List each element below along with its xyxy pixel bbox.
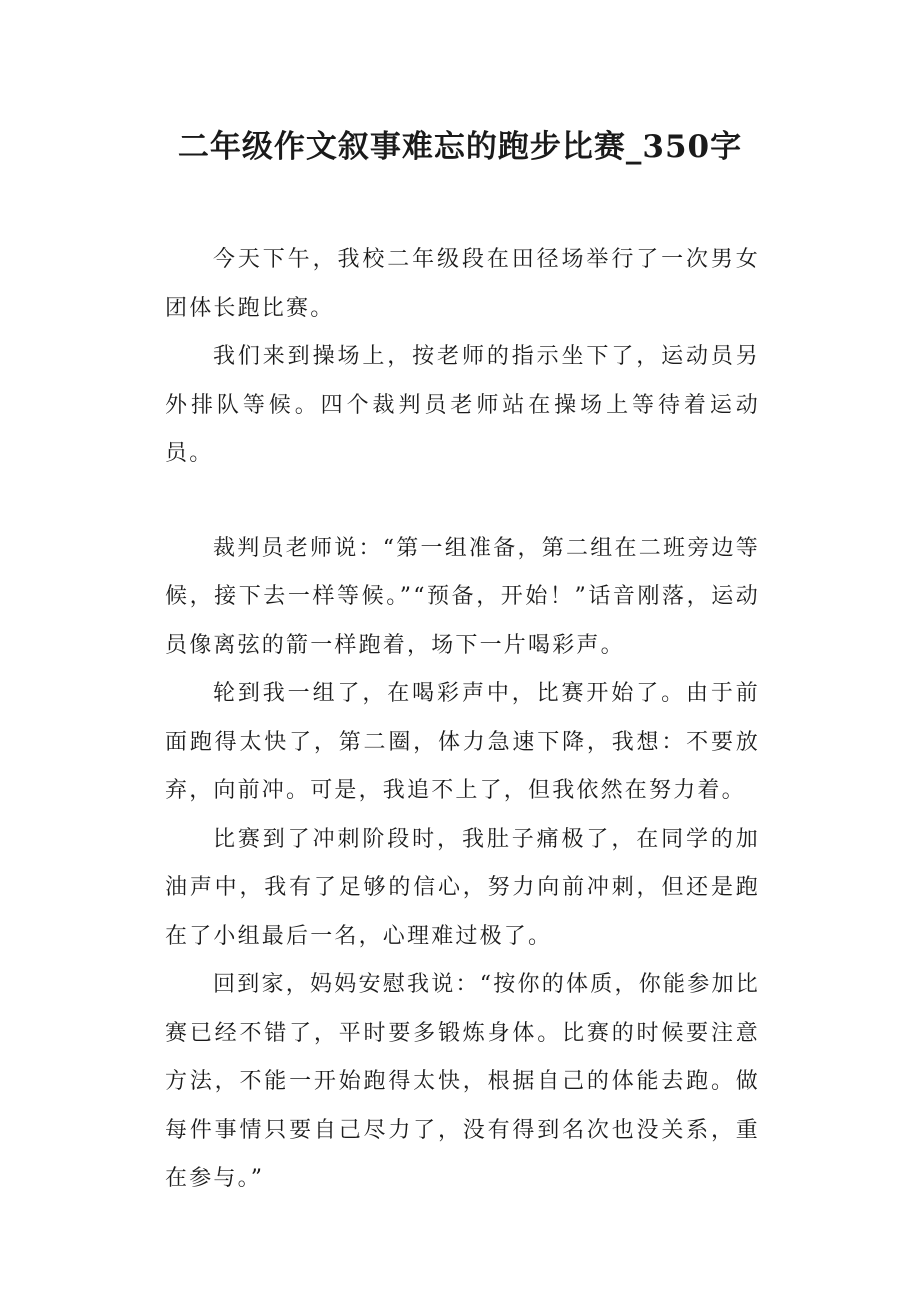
document-title: 二年级作文叙事难忘的跑步比赛_350字 <box>177 129 743 165</box>
paragraph-2: 我们来到操场上，按老师的指示坐下了，运动员另外排队等候。四个裁判员老师站在操场上等待着运动员。 <box>165 344 760 466</box>
paragraph-5: 比赛到了冲刺阶段时，我肚子痛极了，在同学的加油声中，我有了足够的信心，努力向前冲刺，但还是跑在了小组最后一名，心理难过极了。 <box>165 826 760 949</box>
paragraph-6: 回到家，妈妈安慰我说：“按你的体质，你能参加比赛已经不错了，平时要多锻炼身体。比赛的时候要注意方法，不能一开始跑得太快，根据自己的体能去跑。做每件事情只要自己尽力了，没有得到名次也没关系，重在参与。” <box>165 972 760 1191</box>
paragraph-3: 裁判员老师说：“第一组准备，第二组在二班旁边等候，接下去一样等候。”“预备，开始！”话音刚落，运动员像离弦的箭一样跑着，场下一片喝彩声。 <box>165 535 760 658</box>
paragraph-1: 今天下午，我校二年级段在田径场举行了一次男女团体长跑比赛。 <box>165 247 760 321</box>
document-body <box>165 236 760 1204</box>
paragraph-4: 轮到我一组了，在喝彩声中，比赛开始了。由于前面跑得太快了，第二圈，体力急速下降，我想：不要放弃，向前冲。可是，我追不上了，但我依然在努力着。 <box>165 681 760 803</box>
